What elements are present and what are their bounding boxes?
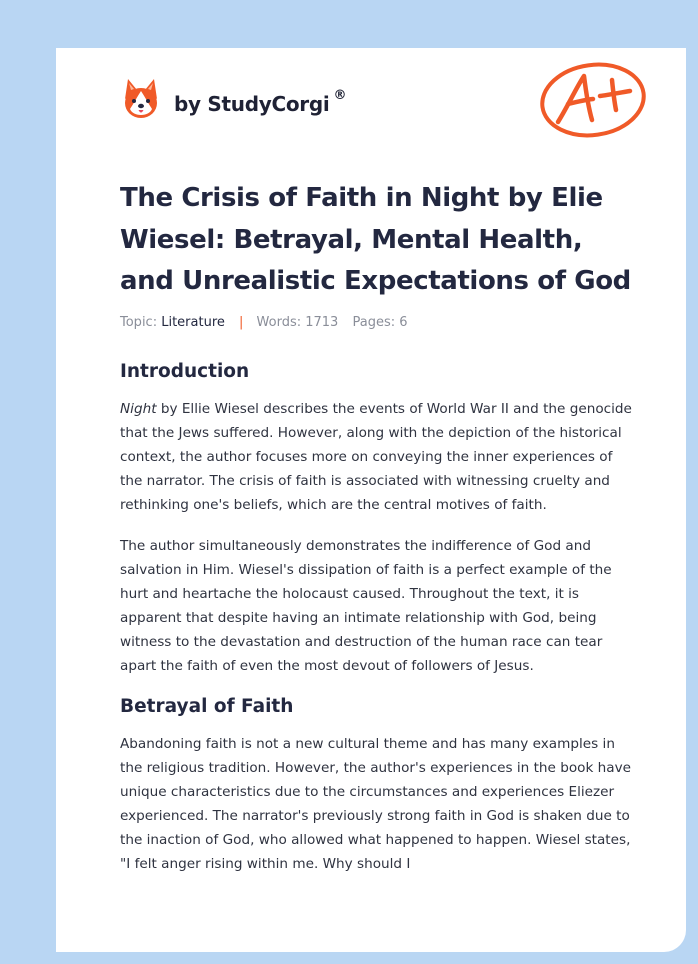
article [120,178,632,876]
page-count: Pages: 6 [352,314,408,330]
paragraph: The author simultaneously demonstrates the indifference of God and salvation in Him. Wiesel's dissipation of faith is a perfect example of the hurt and heartache the holocaust caused. Throughout the text, it is apparent that despite having an intimate relationship with God, being witness to the devastation and destruction of the human race can tear apart the faith of even the most devout of followers of Jesus. [120,537,612,674]
paragraph [120,397,632,517]
section-heading: Introduction [120,360,250,382]
topic-label: Topic: [120,314,158,330]
registered-mark: ® [333,87,347,103]
corgi-logo-icon [122,77,160,121]
topic-link[interactable]: Literature [161,314,225,330]
section-heading: Betrayal of Faith [120,695,294,717]
word-count: Words: 1713 [256,314,339,330]
paragraph-text: by Ellie Wiesel describes the events of World War II and the genocide that the Jews suffered. However, along with the depiction of the historical context, the author focuses more on conveying the inner experiences of the narrator. The crisis of faith is associated with witnessing cruelty and rethinking one's beliefs, which are the central motives of faith. [120,400,632,513]
article-meta [120,313,632,333]
document-page [56,48,686,952]
book-title-emphasis: Night [120,400,157,417]
a-plus-grade-stamp [538,58,650,140]
meta-separator: | [239,314,244,330]
brand-name: by StudyCorgi [174,92,330,116]
paragraph: Abandoning faith is not a new cultural theme and has many examples in the religious tradition. However, the author's experiences in the book have unique characteristics due to the circumstances and experiences Eliezer experienced. The narrator's previously strong faith in God is shaken due to the inaction of God, who allowed what happened to happen. Wiesel states, "I felt anger rising within me. Why should I [120,735,632,872]
brand-header[interactable] [122,76,346,122]
article-title: The Crisis of Faith in Night by Elie Wiesel: Betrayal, Mental Health, and Unrealistic Expectations of God [120,183,631,296]
